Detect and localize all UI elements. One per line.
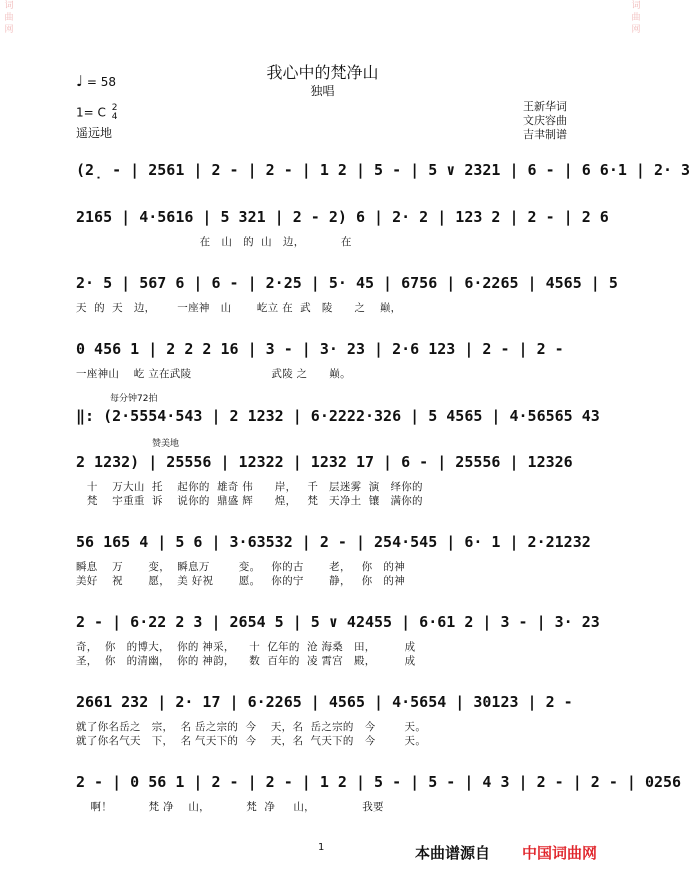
key-label: 1= C <box>76 105 106 120</box>
tempo-change-annotation: 每分钟72拍 <box>110 394 158 404</box>
watermark-text: 词曲网 <box>631 1 641 35</box>
song-title: 我心中的梵净山 <box>266 63 379 82</box>
time-signature <box>112 104 118 122</box>
lyricist-credit: 王新华词 <box>523 100 567 113</box>
notation-line-4 <box>76 337 572 361</box>
footer-source-label: 本曲谱源自 <box>415 844 491 862</box>
notation-line-7 <box>76 530 591 554</box>
notation-text: (2̣ - | 2561 | 2 - | 2 - | 1 2 | 5 - | 5 ∨ 2321 | 6 - | 6 6·1 | 2· 3 <box>76 161 690 179</box>
section-annotation: 赞美地 <box>152 439 180 449</box>
watermark-text: 词曲网 <box>4 1 14 35</box>
meter-top: 2 <box>111 103 118 113</box>
left-watermark-strip <box>2 0 16 891</box>
lyrics-line-8a: 奇， 你 的博大， 你的 神采， 十 亿年的 沧 海桑 田， 成 <box>76 641 416 653</box>
song-subtitle: 独唱 <box>310 84 335 98</box>
meter-bottom: 4 <box>111 112 118 122</box>
notation-line-2 <box>76 205 609 229</box>
notation-text: 2 1232) | 25556 | 12322 | 1232 17 | 6 - | 25556 | 12326 <box>76 453 573 471</box>
lyrics-line-10: 啊！ 梵 净 山， 梵 净 山， 我要 <box>76 801 384 813</box>
expression-mark: 遥远地 <box>76 126 113 140</box>
notation-text: 0 456 1 | 2 2 2 16 | 3 - | 3· 23 | 2·6 123 | 2 - | 2 - <box>76 340 564 358</box>
notation-line-6 <box>76 450 572 474</box>
notation-text: 2 - | 6·22 2 3 | 2654 5 | 5 ∨ 42455 | 6·61 2 | 3 - | 3· 23 <box>76 613 600 631</box>
lyrics-line-4: 一座神山 屹 立在武陵 武陵 之 巅。 <box>76 368 351 380</box>
notation-line-10 <box>76 770 682 794</box>
lyrics-line-3: 天 的 天 边， 一座神 山 屹立 在 武 陵 之 巅， <box>76 302 402 314</box>
notation-line-8 <box>76 610 600 634</box>
lyrics-line-7b: 美好 祝 愿， 美 好祝 愿。 你的宁 静， 你 的神 <box>76 575 405 587</box>
notation-line-1 <box>76 158 690 182</box>
credits <box>523 100 567 142</box>
quarter-note-icon: ♩ <box>76 72 84 90</box>
tempo-marking <box>76 72 116 90</box>
notation-line-3 <box>76 271 618 295</box>
key-signature <box>76 104 117 122</box>
page-number: 1 <box>318 842 325 853</box>
lyrics-line-9a: 就了你名岳之 宗， 名 岳之宗的 今 天，名 岳之宗的 今 天。 <box>76 721 427 733</box>
notation-line-5 <box>76 404 600 428</box>
lyrics-line-6b: 梵 宇重重 诉 说你的 鼎盛 辉 煌， 梵 天净土 镶 满你的 <box>76 495 423 507</box>
notation-text: 2 - | 0 56 1 | 2 - | 2 - | 1 2 | 5 - | 5 - | 4 3 | 2 - | 2 - | 0256 <box>76 773 682 791</box>
lyrics-line-2: 在 山 的 山 边， 在 <box>76 236 352 248</box>
tempo-value: = 58 <box>86 75 117 89</box>
notation-text: ‖: (2·5554·543 | 2 1232 | 6·2222·326 | 5 4565 | 4·56565 43 <box>76 407 600 425</box>
notation-credit: 吉聿制谱 <box>523 128 567 141</box>
notation-text: 2· 5 | 567 6 | 6 - | 2·25 | 5· 45 | 6756 | 6·2265 | 4565 | 5 <box>76 274 618 292</box>
lyrics-line-8b: 圣， 你 的清幽， 你的 神韵， 数 百年的 凌 霄宫 殿， 成 <box>76 655 416 667</box>
notation-text: 2661 232 | 2· 17 | 6·2265 | 4565 | 4·5654 | 30123 | 2 - <box>76 693 573 711</box>
right-watermark-strip <box>629 0 643 891</box>
lyrics-line-9b: 就了你名气天 下， 名 气天下的 今 天，名 气天下的 今 天。 <box>76 735 427 747</box>
notation-text: 56 165 4 | 5 6 | 3·63532 | 2 - | 254·545 | 6· 1 | 2·21232 <box>76 533 591 551</box>
lyrics-line-7a: 瞬息 万 变， 瞬息万 变。 你的古 老， 你 的神 <box>76 561 405 573</box>
composer-credit: 文庆容曲 <box>523 114 567 127</box>
notation-text: 2165 | 4·5616 | 5 321 | 2 - 2) 6 | 2· 2 | 123 2 | 2 - | 2 6 <box>76 208 609 226</box>
footer-site-link[interactable]: 中国词曲网 <box>522 844 598 862</box>
lyrics-line-6a: 十 万大山 托 起你的 雄奇 伟 岸， 千 层迷雾 演 绎你的 <box>76 481 423 493</box>
notation-line-9 <box>76 690 572 714</box>
